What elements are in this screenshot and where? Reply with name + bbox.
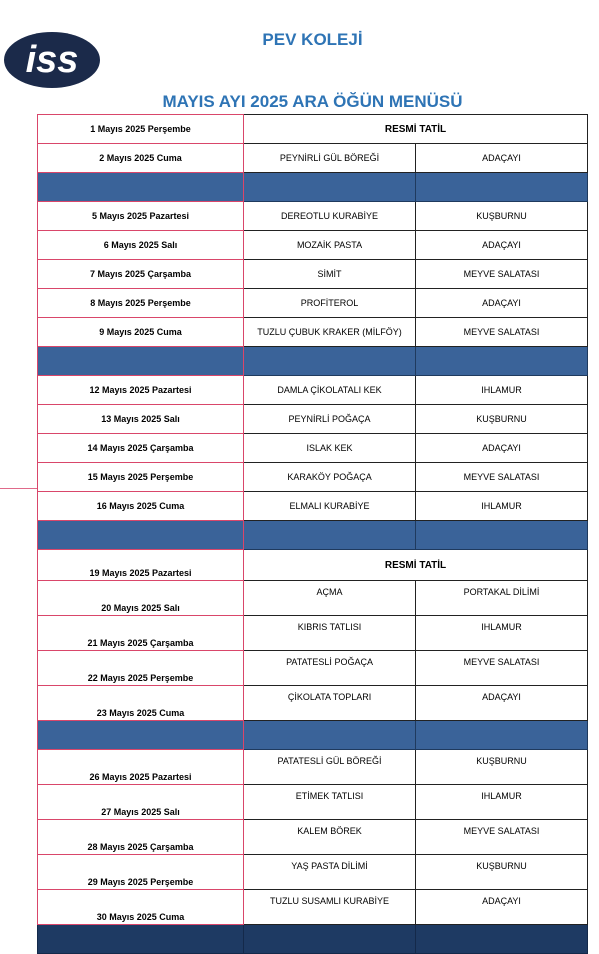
separator-cell xyxy=(244,925,416,954)
separator-cell xyxy=(38,173,244,202)
drink-cell: MEYVE SALATASI xyxy=(416,651,588,686)
drink-cell: IHLAMUR xyxy=(416,616,588,651)
food-cell: ÇİKOLATA TOPLARI xyxy=(244,686,416,721)
school-name: PEV KOLEJİ xyxy=(262,30,363,49)
separator-cell xyxy=(416,925,588,954)
menu-title: MAYIS AYI 2025 ARA ÖĞÜN MENÜSÜ xyxy=(162,92,463,111)
food-cell: YAŞ PASTA DİLİMİ xyxy=(244,855,416,890)
menu-row xyxy=(38,144,588,173)
date-cell: 22 Mayıs 2025 Perşembe xyxy=(38,651,244,686)
drink-cell: KUŞBURNU xyxy=(416,405,588,434)
drink-cell: MEYVE SALATASI xyxy=(416,260,588,289)
date-cell: 6 Mayıs 2025 Salı xyxy=(38,231,244,260)
date-cell: 7 Mayıs 2025 Çarşamba xyxy=(38,260,244,289)
iss-logo-graphic xyxy=(2,30,102,90)
menu-row xyxy=(38,376,588,405)
food-cell: DAMLA ÇİKOLATALI KEK xyxy=(244,376,416,405)
date-cell: 1 Mayıs 2025 Perşembe xyxy=(38,115,244,144)
date-cell: 30 Mayıs 2025 Cuma xyxy=(38,890,244,925)
drink-cell: MEYVE SALATASI xyxy=(416,463,588,492)
separator-cell xyxy=(416,173,588,202)
separator-cell xyxy=(416,721,588,750)
food-cell: PROFİTEROL xyxy=(244,289,416,318)
drink-cell: KUŞBURNU xyxy=(416,750,588,785)
menu-row xyxy=(38,231,588,260)
food-cell: PEYNİRLİ POĞAÇA xyxy=(244,405,416,434)
date-cell: 20 Mayıs 2025 Salı xyxy=(38,581,244,616)
drink-cell: KUŞBURNU xyxy=(416,855,588,890)
separator-cell xyxy=(38,347,244,376)
food-cell: PATATESLİ POĞAÇA xyxy=(244,651,416,686)
week-separator-row xyxy=(38,347,588,376)
drink-cell: KUŞBURNU xyxy=(416,202,588,231)
food-cell: ELMALI KURABİYE xyxy=(244,492,416,521)
date-cell: 16 Mayıs 2025 Cuma xyxy=(38,492,244,521)
menu-row xyxy=(38,463,588,492)
holiday-cell: RESMİ TATİL xyxy=(244,115,588,144)
separator-cell xyxy=(416,347,588,376)
date-cell: 23 Mayıs 2025 Cuma xyxy=(38,686,244,721)
food-cell: TUZLU ÇUBUK KRAKER (MİLFÖY) xyxy=(244,318,416,347)
drink-cell: MEYVE SALATASI xyxy=(416,318,588,347)
date-cell: 28 Mayıs 2025 Çarşamba xyxy=(38,820,244,855)
logo-text: iss xyxy=(25,39,79,81)
food-cell: SİMİT xyxy=(244,260,416,289)
food-cell: KALEM BÖREK xyxy=(244,820,416,855)
week-separator-row xyxy=(38,521,588,550)
menu-body xyxy=(38,115,588,954)
separator-cell xyxy=(244,521,416,550)
food-cell: MOZAİK PASTA xyxy=(244,231,416,260)
date-cell: 19 Mayıs 2025 Pazartesi xyxy=(38,550,244,581)
week-separator-row xyxy=(38,173,588,202)
date-cell: 5 Mayıs 2025 Pazartesi xyxy=(38,202,244,231)
menu-row xyxy=(38,260,588,289)
separator-cell xyxy=(244,173,416,202)
date-cell: 8 Mayıs 2025 Perşembe xyxy=(38,289,244,318)
date-cell: 13 Mayıs 2025 Salı xyxy=(38,405,244,434)
drink-cell: IHLAMUR xyxy=(416,492,588,521)
drink-cell: PORTAKAL DİLİMİ xyxy=(416,581,588,616)
menu-row xyxy=(38,750,588,785)
drink-cell: ADAÇAYI xyxy=(416,890,588,925)
food-cell: ISLAK KEK xyxy=(244,434,416,463)
separator-cell xyxy=(38,721,244,750)
drink-cell: IHLAMUR xyxy=(416,785,588,820)
menu-row xyxy=(38,492,588,521)
menu-row xyxy=(38,616,588,651)
holiday-cell: RESMİ TATİL xyxy=(244,550,588,581)
iss-logo xyxy=(2,30,102,90)
drink-cell: ADAÇAYI xyxy=(416,231,588,260)
food-cell: PEYNİRLİ GÜL BÖREĞİ xyxy=(244,144,416,173)
separator-cell xyxy=(38,925,244,954)
date-cell: 21 Mayıs 2025 Çarşamba xyxy=(38,616,244,651)
menu-row xyxy=(38,289,588,318)
menu-row xyxy=(38,820,588,855)
menu-table xyxy=(37,114,588,954)
food-cell: TUZLU SUSAMLI KURABİYE xyxy=(244,890,416,925)
date-cell: 9 Mayıs 2025 Cuma xyxy=(38,318,244,347)
separator-cell xyxy=(244,721,416,750)
drink-cell: ADAÇAYI xyxy=(416,686,588,721)
menu-row xyxy=(38,405,588,434)
menu-row xyxy=(38,202,588,231)
food-cell: PATATESLİ GÜL BÖREĞİ xyxy=(244,750,416,785)
food-cell: AÇMA xyxy=(244,581,416,616)
separator-cell xyxy=(38,521,244,550)
date-cell: 15 Mayıs 2025 Perşembe xyxy=(38,463,244,492)
holiday-row xyxy=(38,115,588,144)
menu-row xyxy=(38,651,588,686)
date-cell: 14 Mayıs 2025 Çarşamba xyxy=(38,434,244,463)
date-cell: 2 Mayıs 2025 Cuma xyxy=(38,144,244,173)
drink-cell: IHLAMUR xyxy=(416,376,588,405)
menu-row xyxy=(38,890,588,925)
week-separator-row xyxy=(38,925,588,954)
holiday-row xyxy=(38,550,588,581)
menu-row xyxy=(38,785,588,820)
drink-cell: ADAÇAYI xyxy=(416,434,588,463)
separator-cell xyxy=(416,521,588,550)
menu-row xyxy=(38,318,588,347)
date-cell: 27 Mayıs 2025 Salı xyxy=(38,785,244,820)
date-cell: 29 Mayıs 2025 Perşembe xyxy=(38,855,244,890)
separator-cell xyxy=(244,347,416,376)
drink-cell: ADAÇAYI xyxy=(416,144,588,173)
drink-cell: ADAÇAYI xyxy=(416,289,588,318)
drink-cell: MEYVE SALATASI xyxy=(416,820,588,855)
food-cell: DEREOTLU KURABİYE xyxy=(244,202,416,231)
food-cell: KIBRIS TATLISI xyxy=(244,616,416,651)
date-cell: 26 Mayıs 2025 Pazartesi xyxy=(38,750,244,785)
menu-row xyxy=(38,581,588,616)
date-cell: 12 Mayıs 2025 Pazartesi xyxy=(38,376,244,405)
menu-row xyxy=(38,686,588,721)
food-cell: KARAKÖY POĞAÇA xyxy=(244,463,416,492)
margin-line xyxy=(0,488,37,489)
food-cell: ETİMEK TATLISI xyxy=(244,785,416,820)
menu-row xyxy=(38,855,588,890)
menu-row xyxy=(38,434,588,463)
week-separator-row xyxy=(38,721,588,750)
